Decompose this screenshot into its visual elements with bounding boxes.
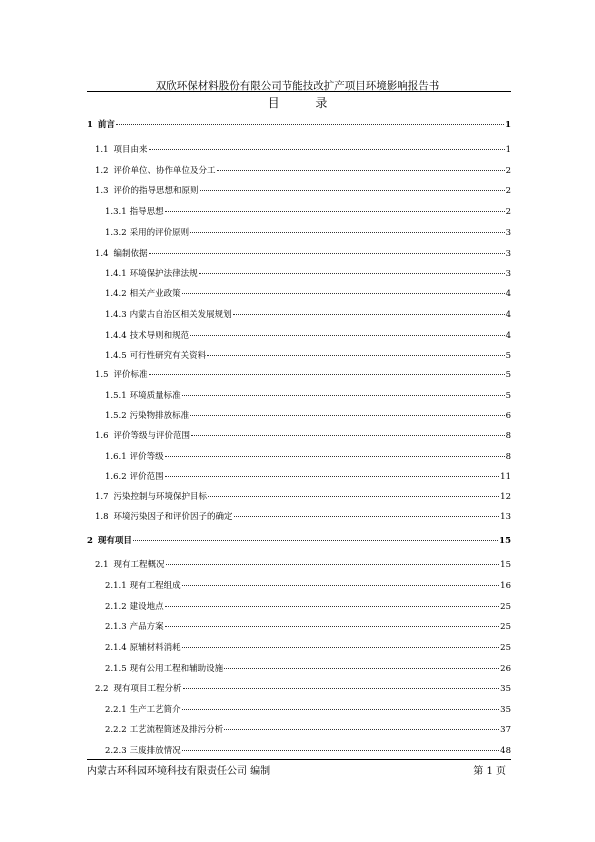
footer-page-number: 第 1 页 (473, 766, 506, 777)
toc-entry[interactable] (105, 581, 511, 592)
toc-leader-dots (166, 564, 500, 565)
toc-entry-title: 评价等级 (129, 452, 164, 462)
toc-entry-number: 1.4.1 (105, 269, 127, 279)
toc-leader-dots (233, 314, 505, 315)
toc-leader-dots (200, 190, 505, 191)
toc-entry-number: 1.3.2 (105, 228, 127, 238)
toc-entry-page: 35 (500, 705, 511, 715)
toc-entry[interactable] (105, 411, 511, 422)
toc-entry-page: 16 (500, 581, 511, 591)
toc-entry-page: 48 (500, 746, 511, 756)
toc-entry[interactable] (105, 452, 511, 463)
toc-entry-title: 评价单位、协作单位及分工 (113, 166, 216, 176)
toc-leader-dots (190, 335, 504, 336)
toc-leader-dots (149, 149, 505, 150)
toc-leader-dots (182, 395, 505, 396)
toc-entry-page: 3 (505, 228, 511, 238)
toc-leader-dots (208, 496, 499, 497)
toc-entry-number: 2.1.2 (105, 602, 127, 612)
toc-entry[interactable] (105, 705, 511, 716)
toc-leader-dots (182, 585, 500, 586)
toc-entry[interactable] (95, 166, 511, 177)
toc-entry-number: 2.2.2 (105, 725, 127, 735)
toc-entry[interactable] (95, 560, 511, 571)
toc-entry-number: 2 (87, 536, 93, 546)
toc-entry-page: 12 (500, 492, 511, 502)
toc-entry[interactable] (95, 431, 511, 442)
toc-leader-dots (224, 668, 499, 669)
toc-entry-title: 评价的指导思想和原则 (113, 186, 199, 196)
toc-entry[interactable] (105, 310, 511, 321)
toc-entry[interactable] (105, 351, 511, 362)
toc-entry-page: 3 (505, 269, 511, 279)
toc-entry-page: 2 (505, 207, 511, 217)
toc-leader-dots (133, 540, 498, 541)
toc-entry-number: 1.6.2 (105, 472, 127, 482)
toc-entry[interactable] (105, 643, 511, 654)
toc-entry[interactable] (105, 228, 511, 239)
toc-leader-dots (224, 729, 499, 730)
toc-entry-title: 环境质量标准 (129, 391, 181, 401)
toc-leader-dots (182, 750, 500, 751)
toc-entry-title: 相关产业政策 (129, 289, 181, 299)
toc-leader-dots (165, 626, 500, 627)
header-rule (87, 91, 511, 92)
toc-entry[interactable] (105, 746, 511, 757)
toc-entry-page: 35 (500, 684, 511, 694)
toc-entry[interactable] (105, 472, 511, 483)
toc-entry[interactable] (105, 207, 511, 218)
toc-entry[interactable] (105, 289, 511, 300)
toc-entry-number: 2.1.4 (105, 643, 127, 653)
toc-entry-number: 1.2 (95, 166, 109, 176)
toc-leader-dots (182, 293, 505, 294)
toc-entry-title: 编制依据 (113, 249, 148, 259)
toc-entry[interactable] (87, 120, 511, 131)
toc-entry-page: 1 (505, 120, 511, 130)
toc-entry[interactable] (105, 622, 511, 633)
toc-leader-dots (165, 211, 505, 212)
toc-entry-title: 评价等级与评价范围 (113, 431, 191, 441)
toc-entry-page: 15 (500, 560, 511, 570)
toc-entry[interactable] (95, 370, 511, 381)
toc-entry[interactable] (105, 725, 511, 736)
toc-entry-number: 2.2 (95, 684, 109, 694)
toc-leader-dots (207, 355, 504, 356)
toc-entry-page: 11 (500, 472, 511, 482)
toc-entry-number: 2.1.1 (105, 581, 127, 591)
page-header-title: 双欣环保材料股份有限公司节能技改扩产项目环境影响报告书 (155, 80, 440, 92)
toc-leader-dots (182, 709, 500, 710)
toc-entry-number: 1.3 (95, 186, 109, 196)
toc-leader-dots (199, 273, 505, 274)
toc-entry[interactable] (87, 536, 511, 547)
toc-entry-title: 环境保护法律法规 (129, 269, 198, 279)
toc-entry-number: 1.4.3 (105, 310, 127, 320)
toc-leader-dots (190, 232, 504, 233)
toc-leader-dots (149, 374, 505, 375)
toc-leader-dots (165, 456, 505, 457)
footer-rule (87, 759, 511, 760)
toc-entry-title: 可行性研究有关资料 (129, 351, 207, 361)
toc-entry-title: 现有工程概况 (113, 560, 165, 570)
toc-entry-page: 3 (505, 249, 511, 259)
toc-leader-dots (234, 516, 500, 517)
toc-entry-title: 采用的评价原则 (129, 228, 190, 238)
toc-entry-title: 前言 (97, 120, 115, 130)
toc-entry-number: 2.2.3 (105, 746, 127, 756)
toc-entry-number: 2.2.1 (105, 705, 127, 715)
footer-publisher: 内蒙古环科园环境科技有限责任公司 编制 (87, 766, 271, 777)
toc-entry-number: 1.6.1 (105, 452, 127, 462)
toc-entry-title: 建设地点 (129, 602, 164, 612)
toc-entry-page: 13 (500, 512, 511, 522)
toc-entry-page: 26 (500, 664, 511, 674)
toc-entry-page: 4 (505, 331, 511, 341)
toc-entry[interactable] (95, 186, 511, 197)
toc-entry-number: 1.3.1 (105, 207, 127, 217)
toc-leader-dots (183, 688, 500, 689)
toc-entry-title: 项目由来 (113, 145, 148, 155)
toc-entry-number: 2.1 (95, 560, 109, 570)
toc-entry[interactable] (105, 664, 511, 675)
toc-entry-number: 1.6 (95, 431, 109, 441)
toc-entry-title: 现有公用工程和辅助设施 (129, 664, 224, 674)
toc-entry-page: 5 (505, 391, 511, 401)
toc-entry-number: 1 (87, 120, 93, 130)
toc-entry-title: 评价标准 (113, 370, 148, 380)
toc-entry-page: 2 (505, 166, 511, 176)
toc-entry-number: 1.7 (95, 492, 109, 502)
toc-entry-title: 指导思想 (129, 207, 164, 217)
toc-entry-title: 工艺流程简述及排污分析 (129, 725, 224, 735)
toc-entry-page: 25 (500, 602, 511, 612)
toc-entry-title: 内蒙古自治区相关发展规划 (129, 310, 232, 320)
toc-leader-dots (191, 435, 505, 436)
toc-entry[interactable] (95, 492, 511, 503)
toc-entry[interactable] (95, 249, 511, 260)
toc-entry-page: 5 (505, 351, 511, 361)
toc-leader-dots (116, 124, 504, 125)
toc-entry[interactable] (105, 331, 511, 342)
toc-entry-page: 8 (505, 431, 511, 441)
toc-entry-title: 污染物排放标准 (129, 411, 190, 421)
toc-entry-page: 37 (500, 725, 511, 735)
toc-entry-title: 三废排放情况 (129, 746, 181, 756)
toc-leader-dots (190, 415, 504, 416)
toc-entry-number: 1.5.1 (105, 391, 127, 401)
toc-entry-number: 1.5.2 (105, 411, 127, 421)
toc-leader-dots (165, 476, 500, 477)
toc-entry-page: 4 (505, 310, 511, 320)
toc-entry[interactable] (95, 684, 511, 695)
toc-entry[interactable] (105, 269, 511, 280)
toc-entry[interactable] (105, 602, 511, 613)
toc-entry-title: 环境污染因子和评价因子的确定 (113, 512, 233, 522)
toc-entry-title: 现有工程组成 (129, 581, 181, 591)
toc-entry[interactable] (95, 512, 511, 523)
toc-entry-page: 2 (505, 186, 511, 196)
toc-leader-dots (217, 170, 505, 171)
toc-entry-title: 现有项目工程分析 (113, 684, 182, 694)
toc-entry-page: 25 (500, 622, 511, 632)
toc-entry-page: 25 (500, 643, 511, 653)
toc-entry[interactable] (95, 145, 511, 156)
toc-heading: 目 录 (267, 96, 344, 110)
toc-entry-number: 1.8 (95, 512, 109, 522)
toc-entry-title: 评价范围 (129, 472, 164, 482)
toc-entry-page: 4 (505, 289, 511, 299)
toc-entry-title: 产品方案 (129, 622, 164, 632)
toc-entry-number: 1.4.4 (105, 331, 127, 341)
toc-entry-number: 1.1 (95, 145, 109, 155)
toc-entry-title: 技术导则和规范 (129, 331, 190, 341)
toc-entry-number: 2.1.3 (105, 622, 127, 632)
toc-leader-dots (149, 253, 505, 254)
toc-entry-page: 6 (505, 411, 511, 421)
toc-entry-title: 污染控制与环境保护目标 (113, 492, 208, 502)
toc-entry-number: 1.5 (95, 370, 109, 380)
toc-entry-number: 1.4.2 (105, 289, 127, 299)
toc-entry-title: 现有项目 (97, 536, 132, 546)
toc-entry[interactable] (105, 391, 511, 402)
toc-entry-page: 15 (499, 536, 511, 546)
toc-entry-page: 5 (505, 370, 511, 380)
toc-leader-dots (182, 647, 500, 648)
toc-entry-title: 生产工艺简介 (129, 705, 181, 715)
toc-entry-page: 1 (505, 145, 511, 155)
toc-leader-dots (165, 606, 500, 607)
toc-entry-number: 2.1.5 (105, 664, 127, 674)
toc-entry-number: 1.4 (95, 249, 109, 259)
toc-entry-number: 1.4.5 (105, 351, 127, 361)
toc-entry-title: 原辅材料消耗 (129, 643, 181, 653)
toc-entry-page: 8 (505, 452, 511, 462)
